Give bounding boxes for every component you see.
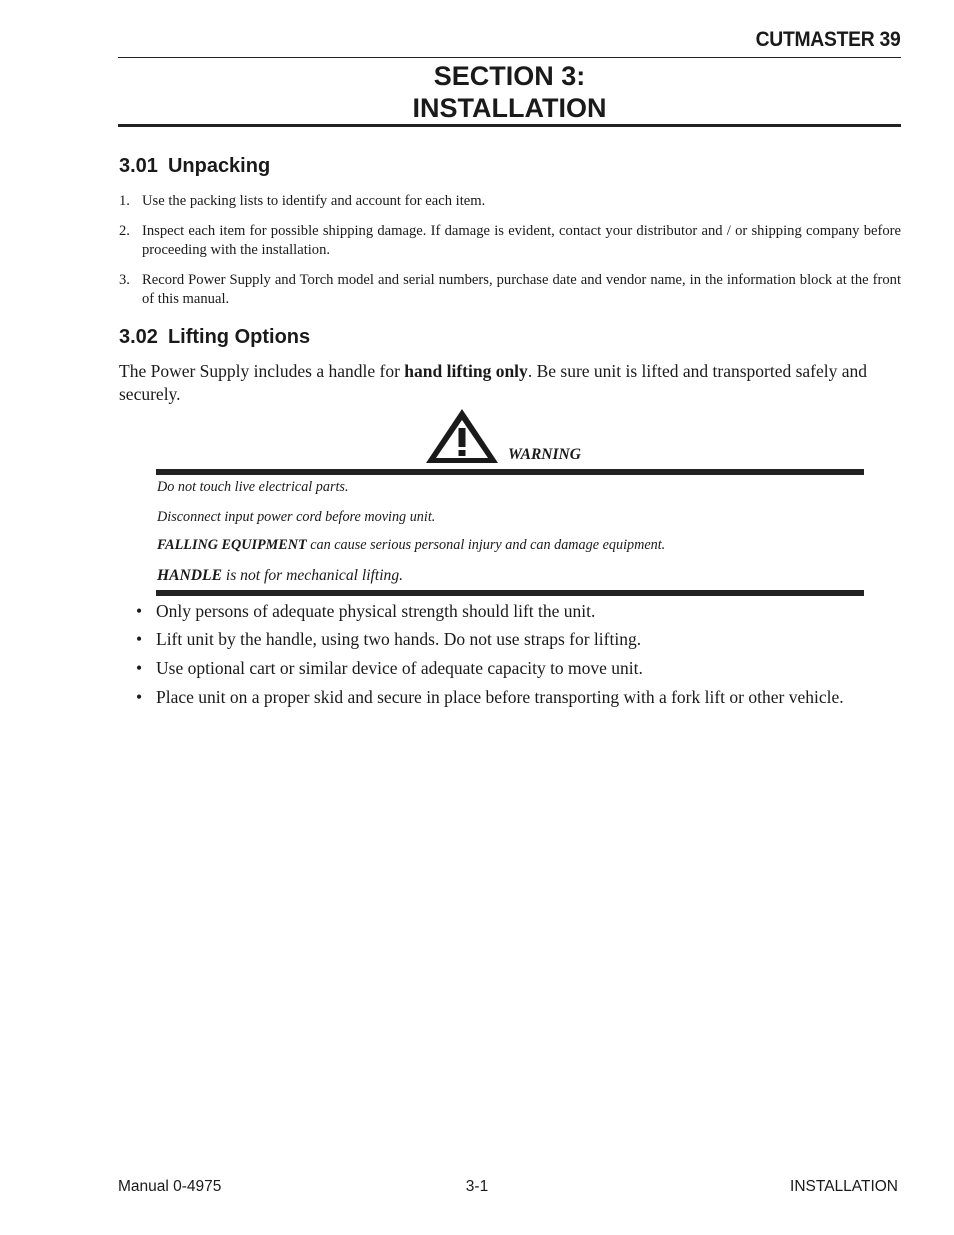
section-title-rule (118, 124, 901, 127)
list-item-text: Place unit on a proper skid and secure in place before transporting with a fork lift or other vehicle. (156, 687, 844, 707)
section-title (118, 60, 901, 124)
warning-text: is not for mechanical lifting. (221, 567, 404, 584)
section-title-line-1: SECTION 3: (433, 61, 586, 91)
warning-emphasis: FALLING EQUIPMENT (157, 537, 307, 553)
header-rule (118, 57, 901, 58)
list-item-number: 1. (119, 193, 130, 209)
heading-number: 3.01 (119, 155, 158, 177)
list-item (136, 629, 641, 650)
header-product-name: CUTMASTER 39 (755, 28, 900, 51)
heading-unpacking (119, 155, 270, 178)
list-item-text: Lift unit by the handle, using two hands. Do not use straps for lifting. (156, 629, 642, 649)
bullet-marker: • (136, 658, 143, 678)
list-item (119, 222, 901, 260)
list-item-text: Record Power Supply and Torch model and serial numbers, purchase date and vendor name, in the information block at the front of this manual. (142, 272, 901, 307)
list-item-number: 3. (119, 272, 130, 288)
list-item (136, 687, 844, 708)
bullet-marker: • (136, 601, 143, 621)
warning-line-disconnect: Disconnect input power cord before moving unit. (157, 509, 436, 525)
intro-text-start: The Power Supply includes a handle for (119, 361, 405, 381)
warning-line-falling-equipment (157, 537, 665, 554)
footer-page-number: 3-1 (465, 1178, 489, 1195)
list-item-text: Use the packing lists to identify and account for each item. (142, 193, 486, 209)
intro-text-end: . Be sure unit is lifted and transported safely and securely. (119, 361, 868, 404)
unpacking-list (119, 192, 901, 309)
warning-text: can cause serious personal injury and can damage equipment. (306, 537, 666, 553)
heading-text: Unpacking (167, 155, 271, 177)
bullet-marker: • (136, 629, 143, 649)
list-item-text: Inspect each item for possible shipping damage. If damage is evident, contact your distributor and / or shipping company before proceeding with the installation. (142, 223, 901, 258)
list-item-number: 2. (119, 223, 130, 239)
footer-manual-number: Manual 0-4975 (118, 1178, 222, 1195)
warning-bottom-rule (156, 590, 864, 596)
list-item (119, 271, 901, 309)
lifting-intro-paragraph (119, 360, 901, 406)
list-item-text: Use optional cart or similar device of adequate capacity to move unit. (156, 658, 643, 678)
bullet-marker: • (136, 687, 143, 707)
warning-emphasis: HANDLE (157, 567, 222, 584)
list-item-text: Only persons of adequate physical strength should lift the unit. (156, 601, 596, 621)
warning-line-handle (157, 567, 403, 585)
footer-section-name: INSTALLATION (790, 1178, 898, 1195)
section-title-line-2: INSTALLATION (412, 93, 607, 123)
list-item (136, 658, 643, 679)
heading-number: 3.02 (119, 326, 158, 348)
warning-top-rule (156, 469, 864, 475)
heading-lifting-options (119, 326, 310, 349)
warning-line-live-parts: Do not touch live electrical parts. (157, 479, 349, 495)
intro-text-bold: hand lifting only (404, 361, 528, 381)
heading-text: Lifting Options (167, 326, 311, 348)
warning-label: WARNING (508, 446, 581, 463)
list-item (136, 601, 595, 622)
list-item (119, 192, 901, 211)
warning-triangle-icon (425, 408, 499, 464)
